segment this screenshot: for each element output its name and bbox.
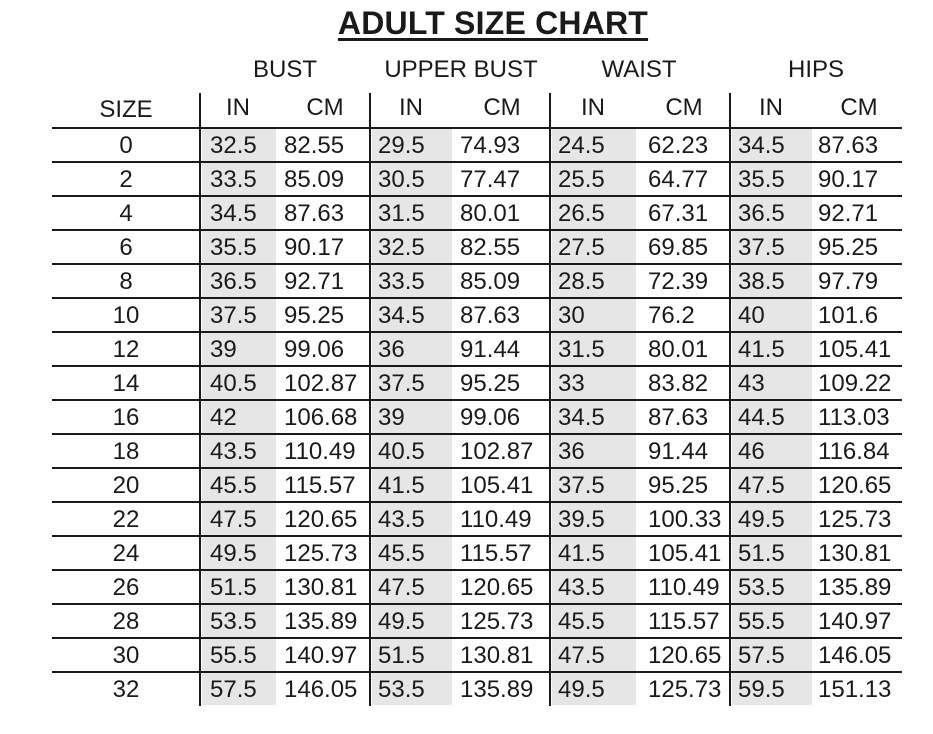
upper-bust-cm-cell: 125.73: [460, 608, 534, 635]
bust-in-cell: 55.5: [202, 639, 276, 671]
bust-cm-cell: 140.97: [284, 642, 358, 669]
upper-bust-cm-cell: 91.44: [460, 336, 521, 363]
bust-in-cell: 35.5: [202, 231, 276, 263]
upper-bust-cm-cell: 102.87: [460, 438, 534, 465]
bust-in-cell: 37.5: [202, 299, 276, 331]
bust-in-cell: 39: [202, 333, 276, 365]
bust-cm-cell: 135.89: [284, 608, 358, 635]
waist-cm-cell: 115.57: [648, 608, 720, 635]
size-cell: 32: [112, 676, 140, 703]
bust-cm-cell: 99.06: [284, 336, 345, 363]
size-cell: 0: [119, 132, 133, 159]
waist-cm-cell: 67.31: [648, 200, 709, 227]
table-row: [52, 265, 902, 299]
hips-in-cell: 41.5: [732, 333, 812, 365]
upper-bust-cm-header: CM: [483, 94, 521, 121]
waist-in-cell: 25.5: [552, 163, 636, 195]
waist-in-cell: 27.5: [552, 231, 636, 263]
bust-cm-header: CM: [306, 94, 344, 121]
upper-bust-in-cell: 41.5: [372, 469, 452, 501]
table-row: [52, 367, 902, 401]
bust-in-cell: 47.5: [202, 503, 276, 535]
size-cell: 14: [112, 370, 140, 397]
size-cell: 2: [119, 166, 133, 193]
table-row: [52, 571, 902, 605]
bust-in-cell: 32.5: [202, 129, 276, 161]
waist-in-cell: 39.5: [552, 503, 636, 535]
bust-in-cell: 43.5: [202, 435, 276, 467]
size-cell: 24: [112, 540, 140, 567]
waist-in-cell: 30: [552, 299, 636, 331]
upper-bust-in-cell: 32.5: [372, 231, 452, 263]
upper-bust-in-cell: 33.5: [372, 265, 452, 297]
waist-cm-cell: 95.25: [648, 472, 709, 499]
hips-in-cell: 53.5: [732, 571, 812, 603]
size-cell: 6: [119, 234, 133, 261]
upper-bust-in-cell: 53.5: [372, 673, 452, 705]
table-row: [52, 401, 902, 435]
upper-bust-cm-cell: 130.81: [460, 642, 534, 669]
hips-cm-cell: 87.63: [818, 132, 879, 159]
hips-in-cell: 46: [732, 435, 812, 467]
waist-cm-cell: 80.01: [648, 336, 709, 363]
waist-cm-cell: 91.44: [648, 438, 709, 465]
size-cell: 18: [112, 438, 140, 465]
upper-bust-in-cell: 39: [372, 401, 452, 433]
hips-in-cell: 34.5: [732, 129, 812, 161]
waist-in-cell: 45.5: [552, 605, 636, 637]
waist-cm-cell: 120.65: [648, 642, 722, 669]
waist-cm-cell: 110.49: [648, 574, 720, 601]
hips-cm-cell: 116.84: [818, 438, 890, 465]
table-row: [52, 129, 902, 163]
hips-cm-cell: 135.89: [818, 574, 892, 601]
upper-bust-cm-cell: 77.47: [460, 166, 521, 193]
waist-group-header: WAIST: [601, 56, 677, 83]
upper-bust-cm-cell: 80.01: [460, 200, 521, 227]
bust-in-cell: 49.5: [202, 537, 276, 569]
hips-in-cell: 47.5: [732, 469, 812, 501]
size-cell: 30: [112, 642, 140, 669]
upper-bust-group-header: UPPER BUST: [384, 56, 538, 83]
size-cell: 20: [112, 472, 140, 499]
waist-cm-cell: 83.82: [648, 370, 709, 397]
waist-cm-cell: 100.33: [648, 506, 722, 533]
hips-cm-cell: 97.79: [818, 268, 879, 295]
size-cell: 8: [119, 268, 133, 295]
bust-cm-cell: 92.71: [284, 268, 345, 295]
upper-bust-cm-cell: 95.25: [460, 370, 521, 397]
upper-bust-in-cell: 45.5: [372, 537, 452, 569]
bust-cm-cell: 115.57: [284, 472, 356, 499]
hips-cm-cell: 125.73: [818, 506, 892, 533]
bust-cm-cell: 102.87: [284, 370, 358, 397]
hips-cm-header: CM: [840, 94, 878, 121]
upper-bust-cm-cell: 115.57: [460, 540, 532, 567]
waist-in-cell: 47.5: [552, 639, 636, 671]
upper-bust-cm-cell: 99.06: [460, 404, 521, 431]
bust-in-cell: 40.5: [202, 367, 276, 399]
bust-cm-cell: 130.81: [284, 574, 358, 601]
upper-bust-in-header: IN: [399, 94, 423, 121]
hips-cm-cell: 130.81: [818, 540, 892, 567]
upper-bust-in-cell: 29.5: [372, 129, 452, 161]
bust-in-header: IN: [226, 94, 250, 121]
table-row: [52, 435, 902, 469]
bust-in-cell: 33.5: [202, 163, 276, 195]
waist-in-cell: 43.5: [552, 571, 636, 603]
upper-bust-in-cell: 37.5: [372, 367, 452, 399]
waist-cm-cell: 64.77: [648, 166, 709, 193]
size-cell: 16: [112, 404, 140, 431]
waist-in-cell: 36: [552, 435, 636, 467]
table-row: [52, 197, 902, 231]
upper-bust-cm-cell: 87.63: [460, 302, 521, 329]
hips-cm-cell: 101.6: [818, 302, 879, 329]
bust-in-cell: 36.5: [202, 265, 276, 297]
waist-in-cell: 41.5: [552, 537, 636, 569]
size-column-header: SIZE: [99, 96, 153, 123]
waist-in-cell: 28.5: [552, 265, 636, 297]
bust-cm-cell: 87.63: [284, 200, 345, 227]
hips-cm-cell: 92.71: [818, 200, 879, 227]
hips-cm-cell: 95.25: [818, 234, 879, 261]
hips-in-cell: 55.5: [732, 605, 812, 637]
hips-in-cell: 38.5: [732, 265, 812, 297]
table-row: [52, 299, 902, 333]
bust-cm-cell: 85.09: [284, 166, 345, 193]
waist-cm-cell: 72.39: [648, 268, 709, 295]
table-row: [52, 639, 902, 673]
upper-bust-cm-cell: 110.49: [460, 506, 532, 533]
hips-cm-cell: 120.65: [818, 472, 892, 499]
hips-in-cell: 49.5: [732, 503, 812, 535]
bust-cm-cell: 125.73: [284, 540, 358, 567]
page-title: ADULT SIZE CHART: [337, 5, 649, 41]
size-cell: 28: [112, 608, 140, 635]
bust-group-header: BUST: [252, 56, 317, 83]
upper-bust-cm-cell: 105.41: [460, 472, 534, 499]
upper-bust-in-cell: 49.5: [372, 605, 452, 637]
hips-in-cell: 37.5: [732, 231, 812, 263]
bust-in-cell: 45.5: [202, 469, 276, 501]
table-row: [52, 163, 902, 197]
bust-in-cell: 53.5: [202, 605, 276, 637]
hips-in-cell: 43: [732, 367, 812, 399]
hips-in-cell: 40: [732, 299, 812, 331]
hips-in-cell: 44.5: [732, 401, 812, 433]
table-row: [52, 537, 902, 571]
bust-cm-cell: 82.55: [284, 132, 345, 159]
hips-cm-cell: 151.13: [818, 676, 892, 703]
upper-bust-cm-cell: 120.65: [460, 574, 534, 601]
hips-cm-cell: 113.03: [818, 404, 890, 431]
hips-cm-cell: 109.22: [818, 370, 892, 397]
waist-cm-cell: 87.63: [648, 404, 709, 431]
table-row: [52, 469, 902, 503]
waist-in-header: IN: [581, 94, 605, 121]
upper-bust-in-cell: 43.5: [372, 503, 452, 535]
waist-in-cell: 24.5: [552, 129, 636, 161]
table-row: [52, 231, 902, 265]
table-row: [52, 673, 902, 707]
waist-cm-cell: 69.85: [648, 234, 709, 261]
table-row: [52, 503, 902, 537]
bust-in-cell: 34.5: [202, 197, 276, 229]
waist-cm-cell: 105.41: [648, 540, 722, 567]
upper-bust-cm-cell: 85.09: [460, 268, 521, 295]
bust-in-cell: 51.5: [202, 571, 276, 603]
waist-in-cell: 49.5: [552, 673, 636, 705]
upper-bust-in-cell: 34.5: [372, 299, 452, 331]
size-cell: 12: [112, 336, 140, 363]
upper-bust-cm-cell: 135.89: [460, 676, 534, 703]
waist-cm-header: CM: [665, 94, 703, 121]
waist-in-cell: 26.5: [552, 197, 636, 229]
upper-bust-cm-cell: 74.93: [460, 132, 521, 159]
upper-bust-cm-cell: 82.55: [460, 234, 521, 261]
table-row: [52, 333, 902, 367]
hips-in-cell: 59.5: [732, 673, 812, 705]
waist-in-cell: 31.5: [552, 333, 636, 365]
hips-in-cell: 57.5: [732, 639, 812, 671]
bust-cm-cell: 110.49: [284, 438, 356, 465]
hips-in-cell: 51.5: [732, 537, 812, 569]
bust-in-cell: 57.5: [202, 673, 276, 705]
hips-cm-cell: 90.17: [818, 166, 879, 193]
waist-cm-cell: 76.2: [648, 302, 695, 329]
bust-cm-cell: 95.25: [284, 302, 345, 329]
table-row: [52, 605, 902, 639]
upper-bust-in-cell: 36: [372, 333, 452, 365]
size-cell: 4: [119, 200, 133, 227]
upper-bust-in-cell: 51.5: [372, 639, 452, 671]
upper-bust-in-cell: 47.5: [372, 571, 452, 603]
waist-in-cell: 33: [552, 367, 636, 399]
waist-cm-cell: 62.23: [648, 132, 709, 159]
hips-group-header: HIPS: [787, 56, 844, 83]
hips-cm-cell: 105.41: [818, 336, 892, 363]
waist-cm-cell: 125.73: [648, 676, 722, 703]
hips-cm-cell: 140.97: [818, 608, 892, 635]
hips-in-cell: 35.5: [732, 163, 812, 195]
waist-in-cell: 37.5: [552, 469, 636, 501]
bust-cm-cell: 90.17: [284, 234, 345, 261]
size-cell: 10: [112, 302, 140, 329]
size-cell: 22: [112, 506, 140, 533]
upper-bust-in-cell: 40.5: [372, 435, 452, 467]
upper-bust-in-cell: 31.5: [372, 197, 452, 229]
size-cell: 26: [112, 574, 140, 601]
hips-in-cell: 36.5: [732, 197, 812, 229]
bust-in-cell: 42: [202, 401, 276, 433]
bust-cm-cell: 106.68: [284, 404, 358, 431]
waist-in-cell: 34.5: [552, 401, 636, 433]
hips-in-header: IN: [759, 94, 783, 121]
upper-bust-in-cell: 30.5: [372, 163, 452, 195]
bust-cm-cell: 120.65: [284, 506, 358, 533]
bust-cm-cell: 146.05: [284, 676, 358, 703]
hips-cm-cell: 146.05: [818, 642, 892, 669]
